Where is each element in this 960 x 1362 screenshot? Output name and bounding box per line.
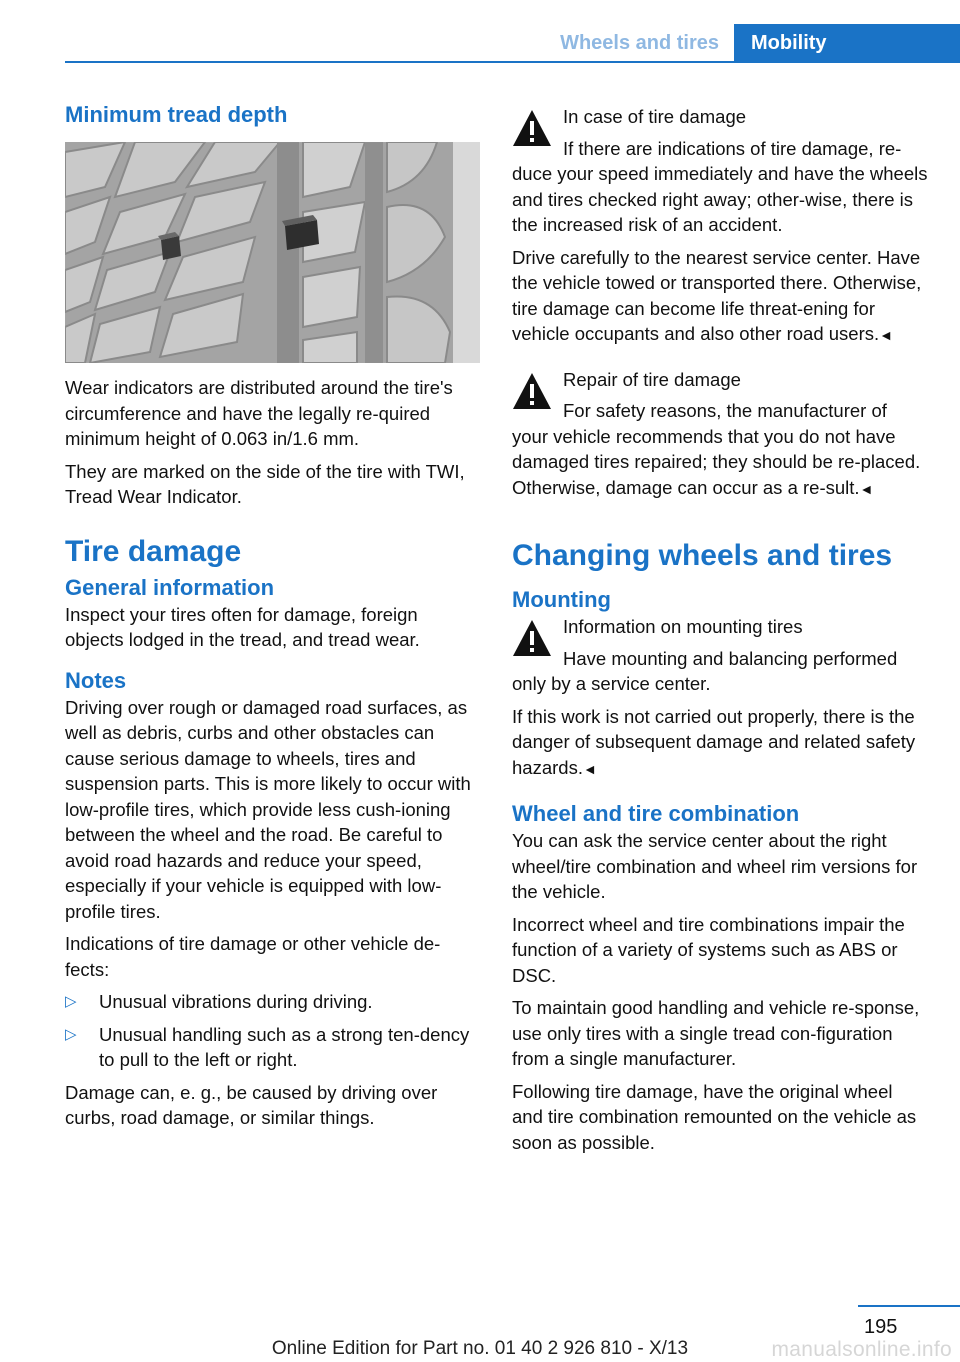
list-item xyxy=(65,989,477,1015)
footer-rule xyxy=(858,1305,960,1307)
warning-title: Information on mounting tires xyxy=(563,616,803,637)
warning-triangle-icon xyxy=(512,108,552,148)
list-item-text: Unusual handling such as a strong ten-dency to pull to the left or right. xyxy=(99,1023,470,1070)
notes-paragraph-2: Indications of tire damage or other vehicle de-fects: xyxy=(65,933,441,980)
warning-paragraph: Drive carefully to the nearest service center. Have the vehicle towed or transported there. Otherwise, tire damage can become life threat-ening for vehicle occupants and also other road users.◄ xyxy=(512,246,922,344)
min-tread-paragraph-2: They are marked on the side of the tire with TWI, Tread Wear Indicator. xyxy=(65,460,465,507)
warning-title: Repair of tire damage xyxy=(563,368,741,390)
warning-title: In case of tire damage xyxy=(563,106,747,127)
warning-paragraph: If this work is not carried out properly, there is the danger of subsequent damage and related safety hazards.◄ xyxy=(512,705,916,778)
combination-paragraph-3: To maintain good handling and vehicle re-sponse, use only tires with a single tread con-figuration from a single manufacturer. xyxy=(512,997,920,1069)
general-information-paragraph: Inspect your tires often for damage, foreign objects lodged in the tread, and tread wear. xyxy=(65,603,420,650)
header-rule xyxy=(65,61,960,63)
bullet-triangle-icon: ▷ xyxy=(65,993,77,1010)
warning-tire-damage xyxy=(512,104,928,349)
min-tread-heading: Minimum tread depth xyxy=(65,102,288,127)
right-column xyxy=(512,104,928,1162)
end-mark: ◄ xyxy=(582,760,597,777)
warning-mounting xyxy=(512,614,928,782)
section-tab[interactable]: Wheels and tires xyxy=(560,32,719,54)
watermark: manualsonline.info xyxy=(771,1338,952,1361)
page-number: 195 xyxy=(864,1316,898,1338)
warning-triangle-icon xyxy=(512,371,552,411)
notes-heading: Notes xyxy=(65,667,127,693)
warning-repair xyxy=(512,367,928,503)
end-mark: ◄ xyxy=(859,480,874,497)
edition-footer: Online Edition for Part no. 01 40 2 926 810 - X/13 xyxy=(271,1338,689,1359)
changing-wheels-heading: Changing wheels and tires xyxy=(512,539,893,572)
list-item xyxy=(65,1022,477,1073)
left-column xyxy=(65,100,477,1138)
combination-paragraph-2: Incorrect wheel and tire combinations impair the function of a variety of systems such as ABS or DSC. xyxy=(512,913,905,986)
end-mark: ◄ xyxy=(879,327,893,343)
wheel-tire-combination-heading: Wheel and tire combination xyxy=(512,801,800,826)
combination-paragraph-4: Following tire damage, have the original wheel and tire combination remounted on the vehicle as soon as possible. xyxy=(512,1080,917,1153)
notes-paragraph-3: Damage can, e. g., be caused by driving over curbs, road damage, or similar things. xyxy=(65,1081,438,1128)
list-item-text: Unusual vibrations during driving. xyxy=(99,991,373,1012)
min-tread-paragraph-1: Wear indicators are distributed around the tire's circumference and have the legally re-quired minimum height of 0.063 in/1.6 mm. xyxy=(65,377,453,449)
bullet-triangle-icon: ▷ xyxy=(65,1025,77,1043)
warning-paragraph: If there are indications of tire damage, re-duce your speed immediately and have the wheels and tires checked right away; other-wise, there is the increased risk of an accident. xyxy=(512,137,928,235)
warning-paragraph: Have mounting and balancing performed only by a service center. xyxy=(512,647,898,694)
mounting-heading: Mounting xyxy=(512,587,611,612)
general-information-heading: General information xyxy=(65,574,275,600)
warning-paragraph: For safety reasons, the manufacturer of your vehicle recommends that you do not have damaged tires repaired; they should be re-placed. Otherwise, damage can occur as a re-sult.◄ xyxy=(512,400,921,498)
tread-wear-indicator-image xyxy=(65,142,480,363)
chapter-tab[interactable]: Mobility xyxy=(734,24,960,62)
tire-damage-heading: Tire damage xyxy=(65,534,242,568)
warning-triangle-icon xyxy=(512,618,552,658)
notes-paragraph-1: Driving over rough or damaged road surfaces, as well as debris, curbs and other obstacles can cause serious damage to wheels, tires and suspension parts. This is more likely to occur with low-profile tires, which provide less cush-ioning between the wheel and the road. Be careful to avoid road hazards and reduce your speed, especially if your vehicle is equipped with low-profile tires. xyxy=(65,696,471,922)
combination-paragraph-1: You can ask the service center about the right wheel/tire combination and wheel rim versions for the vehicle. xyxy=(512,830,918,902)
